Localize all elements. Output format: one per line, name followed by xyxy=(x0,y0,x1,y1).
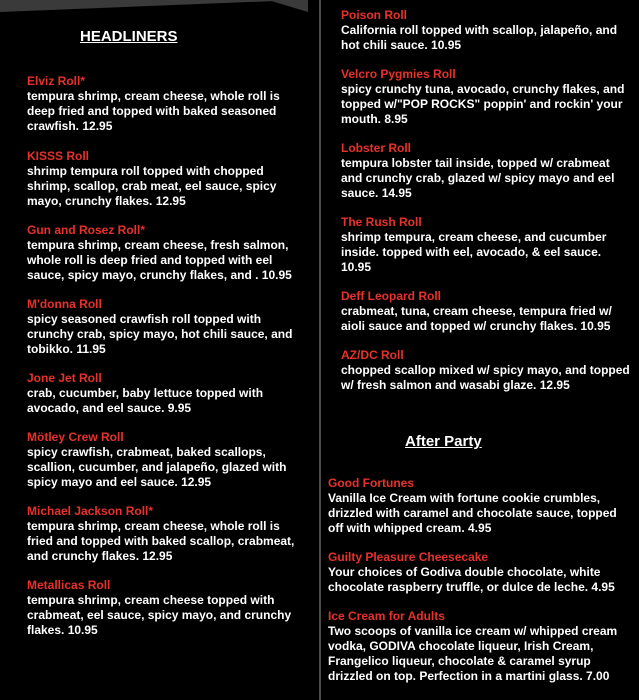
item-name: Lobster Roll xyxy=(341,141,412,155)
menu-item xyxy=(27,149,309,209)
column-divider xyxy=(319,0,321,700)
item-description: Two scoops of vanilla ice cream w/ whipped cream vodka, GODIVA chocolate liqueur, Irish Cream, Frangelico liqueur, chocolate & caramel syrup drizzled on top. Perfection in a martini glass. 7.00 xyxy=(328,624,618,683)
headliners-title: HEADLINERS xyxy=(80,28,178,45)
menu-item xyxy=(328,476,630,536)
item-name: Gun and Rosez Roll* xyxy=(27,223,146,237)
after-party-title: After Party xyxy=(405,433,482,450)
menu-item xyxy=(341,289,631,334)
item-name: Ice Cream for Adults xyxy=(328,609,445,623)
item-description: shrimp tempura roll topped with chopped shrimp, scallop, crab meat, eel sauce, spicy mayo, crunchy flakes. 12.95 xyxy=(27,164,277,208)
item-description: Vanilla Ice Cream with fortune cookie crumbles, drizzled with caramel and chocolate sauce, topped off with whipped cream. 4.95 xyxy=(328,491,617,535)
decorative-corner xyxy=(0,0,300,12)
item-name: The Rush Roll xyxy=(341,215,422,229)
item-description: chopped scallop mixed w/ spicy mayo, and topped w/ fresh salmon and wasabi glaze. 12.95 xyxy=(341,363,630,392)
menu-item xyxy=(341,8,631,53)
decorative-corner xyxy=(268,0,308,12)
menu-item xyxy=(341,348,631,393)
item-name: Velcro Pygmies Roll xyxy=(341,67,456,81)
menu-item xyxy=(27,223,309,283)
item-description: spicy crawfish, crabmeat, baked scallops, scallion, cucumber, and jalapeño, glazed with spicy mayo and eel sauce. 12.95 xyxy=(27,445,287,489)
item-description: Your choices of Godiva double chocolate, white chocolate raspberry truffle, or dulce de leche. 4.95 xyxy=(328,565,615,594)
item-description: California roll topped with scallop, jalapeño, and hot chili sauce. 10.95 xyxy=(341,23,618,52)
item-description: tempura shrimp, cream cheese, whole roll is fried and topped with baked scallop, crabmeat, and crunchy flakes. 12.95 xyxy=(27,519,295,563)
item-name: Deff Leopard Roll xyxy=(341,289,442,303)
item-name: M'donna Roll xyxy=(27,297,102,311)
item-name: Good Fortunes xyxy=(328,476,414,490)
menu-item xyxy=(27,578,309,638)
item-description: tempura shrimp, cream cheese, whole roll is deep fried and topped with baked seasoned crawfish. 12.95 xyxy=(27,89,280,133)
item-description: tempura shrimp, cream cheese topped with crabmeat, eel sauce, spicy mayo, and crunchy flakes. 10.95 xyxy=(27,593,292,637)
item-description: tempura shrimp, cream cheese, fresh salmon, whole roll is deep fried and topped with eel sauce, spicy mayo, crunchy flakes, and . 10.95 xyxy=(27,238,292,282)
item-description: crabmeat, tuna, cream cheese, tempura fried w/ aioli sauce and topped w/ crunchy flakes. 10.95 xyxy=(341,304,612,333)
menu-item xyxy=(27,371,309,416)
menu-item xyxy=(27,74,309,134)
item-name: Metallicas Roll xyxy=(27,578,111,592)
menu-item xyxy=(27,297,309,357)
item-name: Poison Roll xyxy=(341,8,407,22)
menu-item xyxy=(328,609,630,684)
item-name: Guilty Pleasure Cheesecake xyxy=(328,550,489,564)
menu-item xyxy=(27,430,309,490)
menu-item xyxy=(341,141,631,201)
menu-item xyxy=(341,67,631,127)
item-name: AZ/DC Roll xyxy=(341,348,404,362)
item-name: KISSS Roll xyxy=(27,149,90,163)
item-description: shrimp tempura, cream cheese, and cucumber inside. topped with eel, avocado, & eel sauce. 10.95 xyxy=(341,230,607,274)
item-description: crab, cucumber, baby lettuce topped with avocado, and eel sauce. 9.95 xyxy=(27,386,264,415)
item-name: Mötley Crew Roll xyxy=(27,430,124,444)
item-name: Michael Jackson Roll* xyxy=(27,504,154,518)
item-name: Elviz Roll* xyxy=(27,74,86,88)
item-description: spicy seasoned crawfish roll topped with crunchy crab, spicy mayo, hot chili sauce, and tobikko. 11.95 xyxy=(27,312,293,356)
menu-item xyxy=(341,215,631,275)
menu-item xyxy=(328,550,630,595)
item-description: spicy crunchy tuna, avocado, crunchy flakes, and topped w/"POP ROCKS" poppin' and rockin' your mouth. 8.95 xyxy=(341,82,625,126)
item-name: Jone Jet Roll xyxy=(27,371,102,385)
menu-item xyxy=(27,504,309,564)
item-description: tempura lobster tail inside, topped w/ crabmeat and crunchy crab, glazed w/ spicy mayo and eel sauce. 14.95 xyxy=(341,156,615,200)
